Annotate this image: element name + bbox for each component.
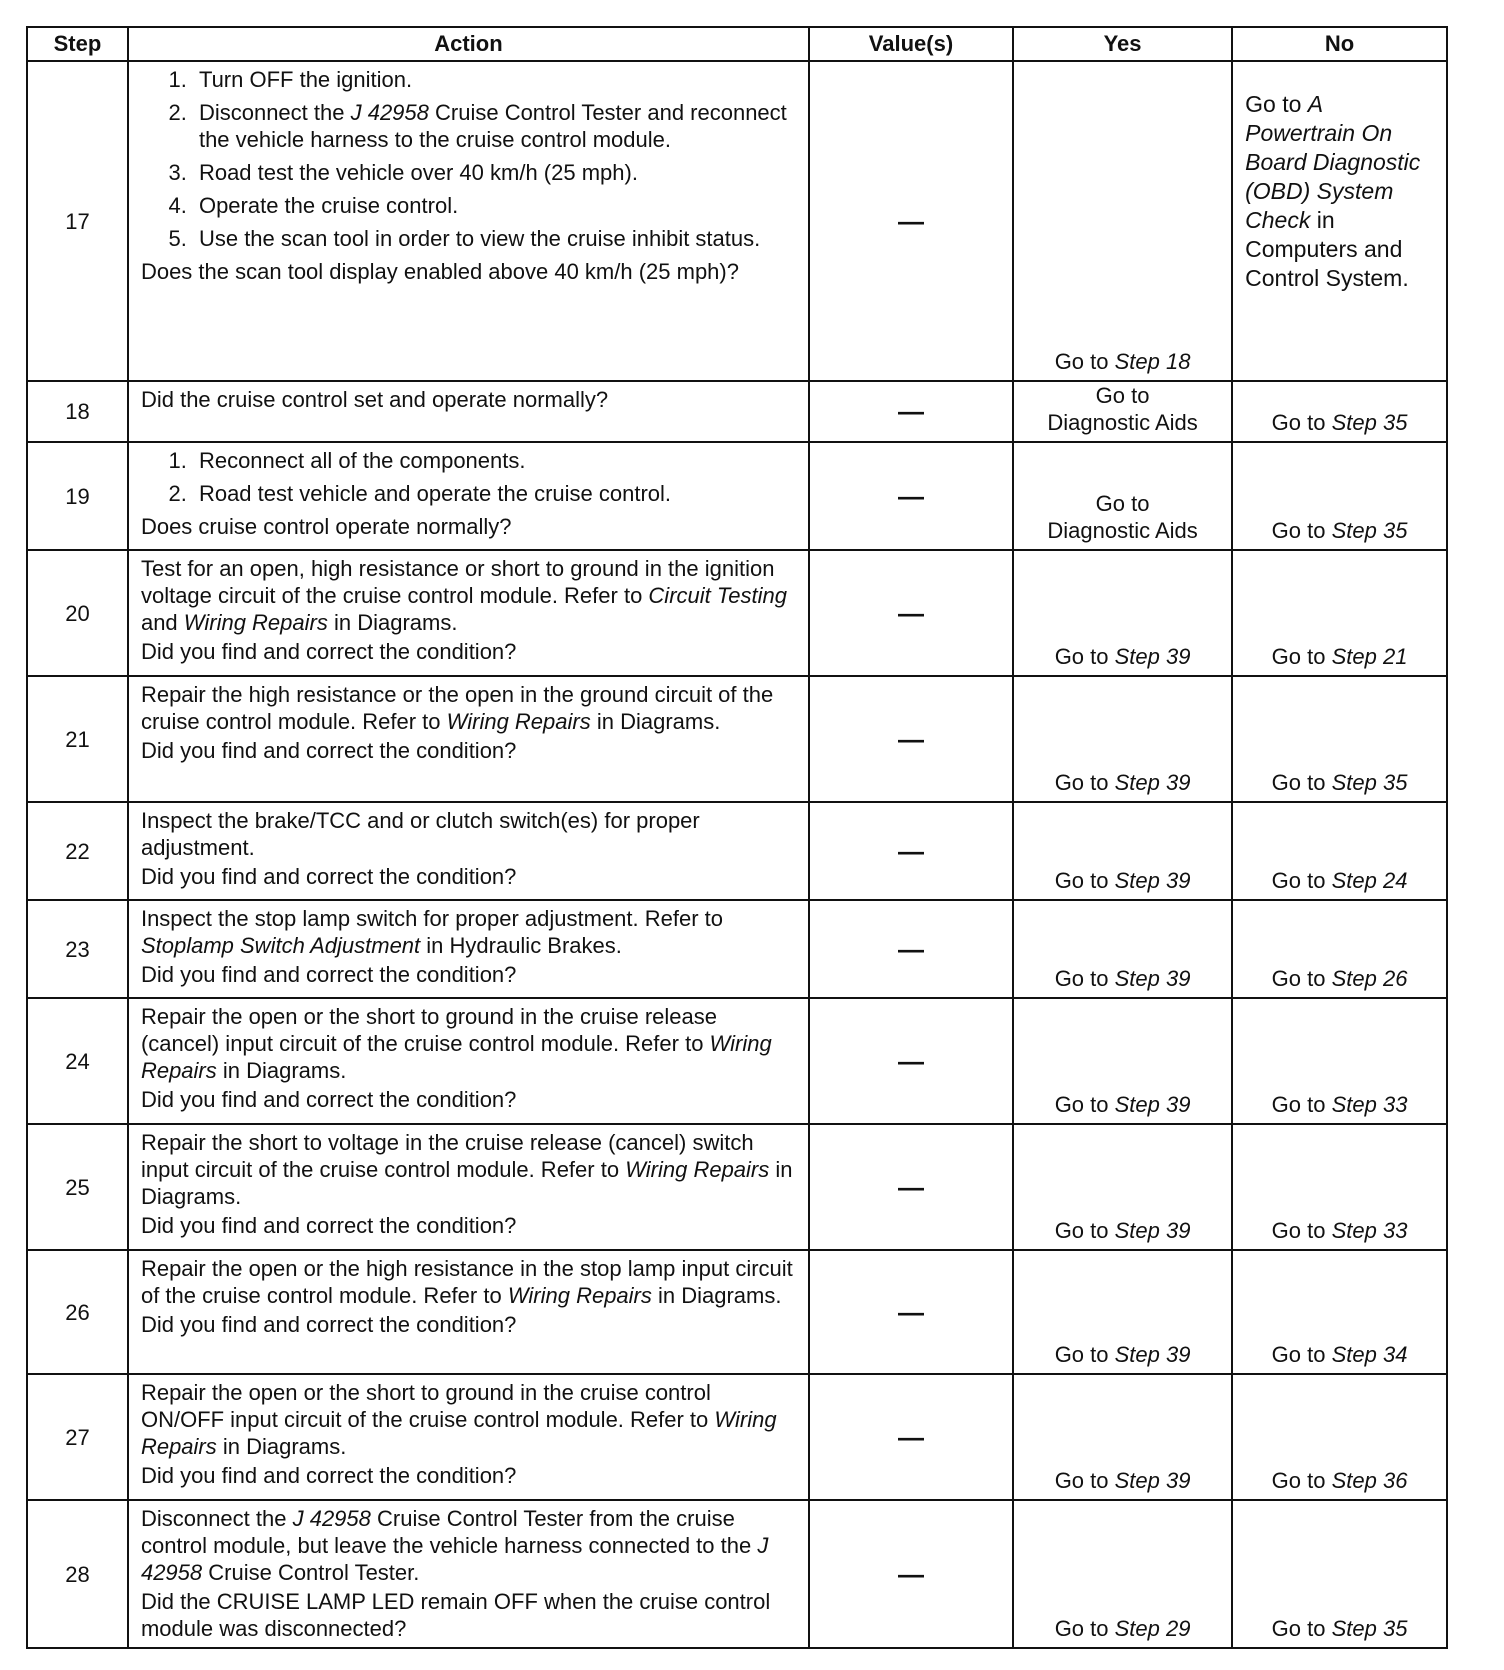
- step-link[interactable]: Step 39: [1114, 770, 1191, 795]
- doc-reference: Wiring Repairs: [625, 1157, 770, 1182]
- no-cell: Go to Step 21: [1232, 550, 1447, 676]
- action-cell: [128, 61, 809, 381]
- step-number: 21: [27, 676, 128, 802]
- step-number: 20: [27, 550, 128, 676]
- step-number: 18: [27, 381, 128, 442]
- step-number: 19: [27, 442, 128, 550]
- action-text: Repair the short to voltage in the cruise release (cancel) switch input circuit of the cruise control module. Refer to Wiring Repairs in Diagrams.: [140, 1130, 793, 1209]
- action-cell: [128, 900, 809, 998]
- diagnostic-table-page: [26, 26, 1448, 1649]
- action-step: 3. Road test the vehicle over 40 km/h (25 mph).: [193, 159, 798, 186]
- value-cell: —: [809, 1500, 1013, 1648]
- header-no: No: [1232, 27, 1447, 61]
- header-values: Value(s): [809, 27, 1013, 61]
- tool-reference: J 42958: [292, 1506, 371, 1531]
- action-step: 1. Reconnect all of the components.: [193, 447, 798, 474]
- step-link[interactable]: Step 36: [1331, 1468, 1408, 1493]
- action-cell: [128, 1500, 809, 1648]
- table-row: [27, 676, 1447, 802]
- no-cell: Go to Step 35: [1232, 676, 1447, 802]
- table-row: [27, 1124, 1447, 1250]
- action-question: Did you find and correct the condition?: [140, 639, 517, 664]
- action-question: Did you find and correct the condition?: [140, 962, 517, 987]
- value-cell: —: [809, 802, 1013, 900]
- yes-cell: Go to Step 18: [1013, 61, 1232, 381]
- yes-cell: Go to Step 39: [1013, 1250, 1232, 1374]
- tool-reference: J 42958: [350, 100, 429, 125]
- doc-reference: Wiring Repairs: [446, 709, 591, 734]
- yes-cell: Go to Diagnostic Aids: [1013, 442, 1232, 550]
- table-row: [27, 381, 1447, 442]
- action-cell: [128, 676, 809, 802]
- doc-reference: Wiring Repairs: [140, 1407, 777, 1459]
- action-question: Did you find and correct the condition?: [140, 738, 517, 763]
- step-link[interactable]: Step 35: [1331, 770, 1408, 795]
- step-number: 25: [27, 1124, 128, 1250]
- value-cell: —: [809, 676, 1013, 802]
- obd-check-link[interactable]: A Powertrain On Board Diagnostic (OBD) System Check: [1245, 91, 1421, 233]
- step-number: 27: [27, 1374, 128, 1500]
- header-row: [27, 27, 1447, 61]
- step-link[interactable]: Step 39: [1114, 966, 1191, 991]
- action-steps: [141, 66, 798, 252]
- yes-cell: Go to Step 39: [1013, 802, 1232, 900]
- yes-cell: Go to Step 39: [1013, 550, 1232, 676]
- step-link[interactable]: Step 24: [1331, 868, 1408, 893]
- action-cell: [128, 442, 809, 550]
- step-link[interactable]: Step 39: [1114, 1342, 1191, 1367]
- action-step: 5. Use the scan tool in order to view the cruise inhibit status.: [193, 225, 798, 252]
- action-steps: [141, 447, 798, 507]
- action-cell: [128, 550, 809, 676]
- action-text: Repair the open or the short to ground in the cruise release (cancel) input circuit of the cruise control module. Refer to Wiring Repairs in Diagrams.: [140, 1004, 772, 1083]
- action-step: 2. Road test vehicle and operate the cruise control.: [193, 480, 798, 507]
- step-link[interactable]: Step 39: [1114, 1468, 1191, 1493]
- table-row: [27, 900, 1447, 998]
- no-cell: Go to Step 24: [1232, 802, 1447, 900]
- table-row: [27, 1250, 1447, 1374]
- step-link[interactable]: Step 26: [1331, 966, 1408, 991]
- tool-reference: J 42958: [140, 1533, 769, 1585]
- diagnostic-aids-link[interactable]: Diagnostic Aids: [1047, 410, 1198, 435]
- table-row: [27, 1374, 1447, 1500]
- action-text: Inspect the stop lamp switch for proper adjustment. Refer to Stoplamp Switch Adjustment in Hydraulic Brakes.: [140, 906, 724, 958]
- value-cell: —: [809, 381, 1013, 442]
- no-cell: Go to Step 33: [1232, 1124, 1447, 1250]
- action-cell: [128, 1124, 809, 1250]
- action-cell: [128, 1250, 809, 1374]
- value-cell: —: [809, 1374, 1013, 1500]
- table-row: [27, 802, 1447, 900]
- step-link[interactable]: Step 21: [1331, 644, 1408, 669]
- action-cell: [128, 381, 809, 442]
- action-question: Does the scan tool display enabled above 40 km/h (25 mph)?: [140, 259, 739, 284]
- no-cell: Go to Step 35: [1232, 442, 1447, 550]
- step-number: 17: [27, 61, 128, 381]
- yes-cell: Go to Step 39: [1013, 900, 1232, 998]
- action-text: Repair the high resistance or the open in the ground circuit of the cruise control module. Refer to Wiring Repairs in Diagrams.: [140, 682, 774, 734]
- yes-cell: Go to Step 39: [1013, 998, 1232, 1124]
- action-text: Disconnect the J 42958 Cruise Control Tester from the cruise control module, but leave the vehicle harness connected to the J 42958 Cruise Control Tester.: [140, 1506, 769, 1585]
- no-cell: Go to Step 33: [1232, 998, 1447, 1124]
- value-cell: —: [809, 998, 1013, 1124]
- step-link[interactable]: Step 35: [1331, 1616, 1408, 1641]
- step-link[interactable]: Step 34: [1331, 1342, 1408, 1367]
- step-link[interactable]: Step 29: [1114, 1616, 1191, 1641]
- yes-cell: Go to Step 29: [1013, 1500, 1232, 1648]
- action-step: 2. Disconnect the J 42958 Cruise Control Tester and reconnect the vehicle harness to the cruise control module.: [193, 99, 798, 153]
- step-link[interactable]: Step 35: [1331, 410, 1408, 435]
- step-link[interactable]: Step 33: [1331, 1218, 1408, 1243]
- diagnostic-table: [26, 26, 1448, 1649]
- header-yes: Yes: [1013, 27, 1232, 61]
- header-action: Action: [128, 27, 809, 61]
- step-link[interactable]: Step 39: [1114, 868, 1191, 893]
- step-link[interactable]: Step 33: [1331, 1092, 1408, 1117]
- action-question: Did the cruise control set and operate normally?: [140, 387, 609, 412]
- step-link[interactable]: Step 35: [1331, 518, 1408, 543]
- action-text: Repair the open or the short to ground in the cruise control ON/OFF input circuit of the cruise control module. Refer to Wiring Repairs in Diagrams.: [140, 1380, 777, 1459]
- doc-reference: Stoplamp Switch Adjustment: [140, 933, 421, 958]
- action-cell: [128, 1374, 809, 1500]
- action-question: Did you find and correct the condition?: [140, 1213, 517, 1238]
- value-cell: —: [809, 442, 1013, 550]
- doc-reference: Wiring Repairs: [507, 1283, 652, 1308]
- no-cell: Go to Step 35: [1232, 1500, 1447, 1648]
- header-step: Step: [27, 27, 128, 61]
- no-cell: Go to Step 36: [1232, 1374, 1447, 1500]
- table-row: [27, 550, 1447, 676]
- step-link[interactable]: Step 39: [1114, 644, 1191, 669]
- no-cell: Go to Step 26: [1232, 900, 1447, 998]
- doc-reference: Wiring Repairs: [140, 1031, 772, 1083]
- action-text: Repair the open or the high resistance in the stop lamp input circuit of the cruise control module. Refer to Wiring Repairs in Diagrams.: [140, 1256, 793, 1308]
- table-row: [27, 442, 1447, 550]
- table-row: [27, 998, 1447, 1124]
- value-cell: —: [809, 61, 1013, 381]
- action-question: Does cruise control operate normally?: [140, 514, 512, 539]
- yes-cell: Go to Diagnostic Aids: [1013, 381, 1232, 442]
- table-row: [27, 61, 1447, 381]
- action-question: Did you find and correct the condition?: [140, 1087, 517, 1112]
- action-text: Inspect the brake/TCC and or clutch switch(es) for proper adjustment.: [140, 808, 700, 860]
- no-cell: Go to A Powertrain On Board Diagnostic (OBD) System Check in Computers and Control System.: [1232, 61, 1447, 381]
- step-number: 22: [27, 802, 128, 900]
- action-step: 4. Operate the cruise control.: [193, 192, 798, 219]
- action-question: Did you find and correct the condition?: [140, 1463, 517, 1488]
- action-question: Did the CRUISE LAMP LED remain OFF when the cruise control module was disconnected?: [140, 1589, 771, 1641]
- action-step: 1. Turn OFF the ignition.: [193, 66, 798, 93]
- step-number: 28: [27, 1500, 128, 1648]
- no-cell: Go to Step 35: [1232, 381, 1447, 442]
- value-cell: —: [809, 1124, 1013, 1250]
- action-question: Did you find and correct the condition?: [140, 1312, 517, 1337]
- step-number: 26: [27, 1250, 128, 1374]
- value-cell: —: [809, 1250, 1013, 1374]
- action-text: Test for an open, high resistance or short to ground in the ignition voltage circuit of the cruise control module. Refer to Circuit Testing and Wiring Repairs in Diagrams.: [140, 556, 787, 635]
- step-number: 23: [27, 900, 128, 998]
- diagnostic-aids-link[interactable]: Diagnostic Aids: [1047, 518, 1198, 543]
- value-cell: —: [809, 550, 1013, 676]
- action-question: Did you find and correct the condition?: [140, 864, 517, 889]
- action-cell: [128, 998, 809, 1124]
- yes-cell: Go to Step 39: [1013, 1374, 1232, 1500]
- doc-reference: Circuit Testing: [648, 583, 787, 608]
- step-link[interactable]: Step 18: [1114, 349, 1191, 374]
- yes-cell: Go to Step 39: [1013, 676, 1232, 802]
- no-cell: Go to Step 34: [1232, 1250, 1447, 1374]
- step-link[interactable]: Step 39: [1114, 1218, 1191, 1243]
- action-cell: [128, 802, 809, 900]
- step-number: 24: [27, 998, 128, 1124]
- step-link[interactable]: Step 39: [1114, 1092, 1191, 1117]
- table-row: [27, 1500, 1447, 1648]
- doc-reference: Wiring Repairs: [183, 610, 328, 635]
- value-cell: —: [809, 900, 1013, 998]
- yes-cell: Go to Step 39: [1013, 1124, 1232, 1250]
